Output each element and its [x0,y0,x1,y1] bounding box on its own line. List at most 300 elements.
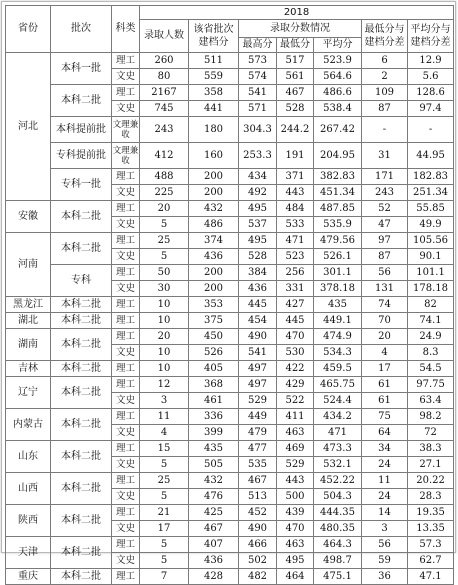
cell-avg-diff: 90.1 [408,249,454,265]
cell-province: 安徽 [6,201,51,233]
cell-plan-score: 486 [189,217,239,233]
header-min: 最低分 [277,38,314,53]
cell-batch: 本科二批 [51,377,112,409]
cell-avg-diff: 19.35 [408,505,454,521]
cell-batch: 本科二批 [51,313,112,329]
cell-max-score: 384 [239,265,277,281]
cell-batch: 本科二批 [51,473,112,505]
cell-admit-count: 5 [140,537,189,553]
cell-plan-score: 559 [189,69,239,85]
cell-admit-count: 5 [140,249,189,265]
cell-min-score: 530 [277,345,314,361]
cell-avg-diff: 251.34 [408,185,454,201]
cell-avg-diff: 57.3 [408,537,454,553]
cell-avg-score: 538.4 [314,101,362,117]
table-row [6,85,454,101]
cell-plan-score: 425 [189,505,239,521]
cell-avg-score: 487.85 [314,201,362,217]
cell-admit-count: 5 [140,457,189,473]
cell-max-score: 495 [239,201,277,217]
header-max: 最高分 [239,38,277,53]
cell-min-diff: 75 [362,409,408,425]
cell-category: 文史 [112,553,140,569]
cell-avg-diff: 38.3 [408,441,454,457]
cell-max-score: 541 [239,345,277,361]
cell-min-score: 522 [277,393,314,409]
cell-admit-count: 225 [140,185,189,201]
cell-avg-diff: 97.4 [408,101,454,117]
cell-avg-score: 534.3 [314,345,362,361]
cell-batch: 本科二批 [51,233,112,265]
cell-min-score: 443 [277,473,314,489]
cell-avg-score: 471 [314,425,362,441]
cell-max-score: 452 [239,505,277,521]
cell-avg-diff: 72 [408,425,454,441]
cell-avg-score: 486.6 [314,85,362,101]
cell-avg-diff: 55.85 [408,201,454,217]
header-avg-diff: 平均分与建档分差 [408,20,454,53]
cell-max-score: 513 [239,489,277,505]
cell-plan-score: 374 [189,233,239,249]
cell-max-score: 454 [239,313,277,329]
cell-max-score: 253.3 [239,143,277,169]
cell-category: 理工 [112,361,140,377]
cell-admit-count: 4 [140,425,189,441]
cell-province: 内蒙古 [6,409,51,441]
cell-max-score: 573 [239,53,277,69]
cell-avg-diff: 47.1 [408,569,454,585]
table-row [6,313,454,329]
cell-plan-score: 336 [189,409,239,425]
cell-avg-score: 459.5 [314,361,362,377]
cell-batch: 专科一批 [51,169,112,201]
cell-min-score: 244.2 [277,117,314,143]
cell-min-diff: 56 [362,265,408,281]
cell-category: 理工 [112,569,140,585]
cell-plan-score: 436 [189,553,239,569]
cell-admit-count: 260 [140,53,189,69]
cell-admit-count: 10 [140,361,189,377]
cell-batch: 本科二批 [51,361,112,377]
table-row [6,409,454,425]
cell-min-diff: 61 [362,377,408,393]
cell-min-diff: 87 [362,101,408,117]
cell-max-score: 445 [239,297,277,313]
cell-avg-score: 480.35 [314,521,362,537]
cell-avg-score: 267.42 [314,117,362,143]
cell-province: 天津 [6,537,51,569]
cell-avg-diff: 63.4 [408,393,454,409]
cell-min-diff: 24 [362,489,408,505]
header-avg: 平均分 [314,38,362,53]
cell-avg-diff: 105.56 [408,233,454,249]
cell-category: 文史 [112,69,140,85]
header-province: 省份 [6,6,51,53]
cell-plan-score: 407 [189,537,239,553]
cell-avg-score: 526.1 [314,249,362,265]
cell-admit-count: 745 [140,101,189,117]
cell-admit-count: 50 [140,265,189,281]
cell-category: 文理兼收 [112,143,140,169]
cell-max-score: 497 [239,361,277,377]
cell-admit-count: 25 [140,473,189,489]
table-row [6,201,454,217]
table-row [6,377,454,393]
cell-category: 理工 [112,329,140,345]
cell-avg-diff: 101.1 [408,265,454,281]
cell-category: 理工 [112,441,140,457]
cell-batch: 本科二批 [51,441,112,473]
cell-min-score: 411 [277,409,314,425]
cell-max-score: 529 [239,393,277,409]
cell-max-score: 434 [239,169,277,185]
cell-min-score: 427 [277,297,314,313]
cell-province: 吉林 [6,361,51,377]
table-row [6,361,454,377]
cell-min-score: 484 [277,201,314,217]
cell-plan-score: 405 [189,361,239,377]
cell-avg-diff: 97.75 [408,377,454,393]
cell-admit-count: 30 [140,281,189,297]
cell-min-diff: 70 [362,313,408,329]
header-plan-score: 该省批次建档分 [189,20,239,53]
cell-avg-diff: 13.35 [408,521,454,537]
header-admit-count: 录取人数 [140,20,189,53]
cell-category: 理工 [112,53,140,69]
cell-max-score: 436 [239,281,277,297]
cell-min-score: 463 [277,425,314,441]
cell-batch: 本科二批 [51,537,112,569]
table-row [6,569,454,585]
cell-min-score: 469 [277,441,314,457]
cell-admit-count: 20 [140,329,189,345]
cell-max-score: 537 [239,217,277,233]
cell-avg-score: 465.75 [314,377,362,393]
cell-category: 理工 [112,505,140,521]
cell-category: 文理兼收 [112,117,140,143]
cell-batch: 本科二批 [51,85,112,117]
cell-min-diff: 3 [362,521,408,537]
cell-avg-diff: 62.7 [408,553,454,569]
cell-max-score: 466 [239,537,277,553]
cell-plan-score: 200 [189,265,239,281]
cell-max-score: 477 [239,441,277,457]
cell-min-score: 561 [277,69,314,85]
cell-avg-score: 498.7 [314,553,362,569]
cell-admit-count: 10 [140,313,189,329]
cell-avg-score: 464.3 [314,537,362,553]
cell-min-diff: 56 [362,537,408,553]
table-row [6,297,454,313]
cell-batch: 专科 [51,265,112,297]
cell-plan-score: 511 [189,53,239,69]
cell-category: 理工 [112,201,140,217]
cell-min-diff: 52 [362,201,408,217]
cell-max-score: 497 [239,377,277,393]
cell-max-score: 490 [239,521,277,537]
cell-plan-score: 450 [189,329,239,345]
table-row [6,143,454,169]
table-row [6,537,454,553]
cell-admit-count: 5 [140,553,189,569]
cell-avg-diff: 8.3 [408,345,454,361]
cell-min-score: 495 [277,553,314,569]
cell-min-score: 371 [277,169,314,185]
cell-plan-score: 399 [189,425,239,441]
cell-max-score: 495 [239,233,277,249]
cell-avg-diff: 12.9 [408,53,454,69]
cell-avg-score: 301.1 [314,265,362,281]
cell-min-score: 467 [277,85,314,101]
cell-max-score: 541 [239,85,277,101]
cell-plan-score: 441 [189,101,239,117]
cell-plan-score: 467 [189,521,239,537]
cell-admit-count: 80 [140,69,189,85]
cell-plan-score: 432 [189,201,239,217]
cell-avg-diff: 49.9 [408,217,454,233]
table-row [6,169,454,185]
table-body [6,53,454,585]
cell-avg-score: 444.35 [314,505,362,521]
cell-admit-count: 5 [140,217,189,233]
cell-min-diff: 34 [362,441,408,457]
cell-min-score: 464 [277,569,314,585]
cell-batch: 本科二批 [51,201,112,233]
header-score-group: 录取分数情况 [239,20,362,38]
cell-max-score: 535 [239,457,277,473]
cell-avg-diff: 5.6 [408,69,454,85]
table-row [6,473,454,489]
cell-avg-score: 479.56 [314,233,362,249]
cell-plan-score: 358 [189,85,239,101]
header-year: 2018 [140,6,454,20]
cell-min-score: 533 [277,217,314,233]
cell-min-diff: 171 [362,169,408,185]
cell-min-diff: 64 [362,425,408,441]
cell-min-score: 500 [277,489,314,505]
cell-max-score: 574 [239,69,277,85]
cell-category: 文史 [112,457,140,473]
cell-category: 理工 [112,169,140,185]
cell-admit-count: 243 [140,117,189,143]
cell-min-score: 422 [277,361,314,377]
header-min-diff: 最低分与建档分差 [362,20,408,53]
cell-avg-diff: 82 [408,297,454,313]
cell-avg-diff: 74.1 [408,313,454,329]
table-row [6,233,454,249]
cell-min-diff: 31 [362,143,408,169]
cell-batch: 本科二批 [51,409,112,441]
cell-max-score: 467 [239,473,277,489]
cell-plan-score: 375 [189,313,239,329]
cell-admit-count: 25 [140,233,189,249]
cell-category: 理工 [112,313,140,329]
cell-min-score: 528 [277,101,314,117]
cell-plan-score: 435 [189,441,239,457]
cell-min-diff: 61 [362,393,408,409]
cell-min-diff: 2 [362,69,408,85]
cell-province: 黑龙江 [6,297,51,313]
cell-avg-score: 434.2 [314,409,362,425]
cell-admit-count: 17 [140,521,189,537]
cell-avg-score: 504.3 [314,489,362,505]
cell-category: 理工 [112,265,140,281]
cell-category: 文史 [112,521,140,537]
cell-min-score: 191 [277,143,314,169]
cell-category: 文史 [112,217,140,233]
table-row [6,441,454,457]
cell-max-score: 482 [239,569,277,585]
cell-avg-score: 204.95 [314,143,362,169]
cell-avg-score: 524.4 [314,393,362,409]
cell-admit-count: 20 [140,201,189,217]
cell-plan-score: 353 [189,297,239,313]
cell-category: 文史 [112,393,140,409]
cell-admit-count: 21 [140,505,189,521]
cell-min-diff: 6 [362,53,408,69]
cell-avg-score: 474.9 [314,329,362,345]
cell-avg-diff: 178.18 [408,281,454,297]
cell-avg-score: 473.3 [314,441,362,457]
cell-min-score: 471 [277,233,314,249]
cell-admit-count: 3 [140,393,189,409]
cell-admit-count: 488 [140,169,189,185]
cell-admit-count: 12 [140,377,189,393]
cell-avg-diff: 27.1 [408,457,454,473]
cell-plan-score: 368 [189,377,239,393]
cell-category: 理工 [112,473,140,489]
cell-category: 文史 [112,489,140,505]
table-row [6,53,454,69]
cell-batch: 本科一批 [51,53,112,85]
cell-plan-score: 200 [189,281,239,297]
cell-avg-score: 382.83 [314,169,362,185]
cell-admit-count: 10 [140,297,189,313]
table-row [6,329,454,345]
cell-min-score: 517 [277,53,314,69]
cell-min-diff: 97 [362,233,408,249]
cell-avg-diff: 98.2 [408,409,454,425]
cell-avg-score: 378.18 [314,281,362,297]
cell-max-score: 492 [239,185,277,201]
cell-min-diff: 131 [362,281,408,297]
cell-min-diff: 24 [362,457,408,473]
cell-min-diff: 87 [362,249,408,265]
cell-batch: 专科提前批 [51,143,112,169]
cell-province: 湖北 [6,313,51,329]
cell-category: 文史 [112,345,140,361]
cell-batch: 本科二批 [51,329,112,361]
cell-category: 文史 [112,101,140,117]
cell-province: 山东 [6,441,51,473]
cell-min-diff: 17 [362,361,408,377]
cell-province: 湖南 [6,329,51,361]
cell-province: 辽宁 [6,377,51,409]
cell-avg-diff: 44.95 [408,143,454,169]
cell-category: 理工 [112,297,140,313]
cell-max-score: 449 [239,409,277,425]
cell-min-score: 429 [277,377,314,393]
cell-avg-score: 564.6 [314,69,362,85]
cell-plan-score: 160 [189,143,239,169]
cell-admit-count: 7 [140,569,189,585]
cell-admit-count: 10 [140,345,189,361]
cell-min-diff: 4 [362,345,408,361]
cell-min-diff: 59 [362,553,408,569]
cell-category: 文史 [112,185,140,201]
cell-plan-score: 432 [189,473,239,489]
cell-admit-count: 2167 [140,85,189,101]
cell-category: 文史 [112,249,140,265]
cell-min-diff: 109 [362,85,408,101]
cell-plan-score: 200 [189,169,239,185]
cell-min-score: 256 [277,265,314,281]
cell-avg-score: 451.34 [314,185,362,201]
cell-category: 理工 [112,85,140,101]
table-row [6,505,454,521]
cell-plan-score: 180 [189,117,239,143]
cell-min-score: 523 [277,249,314,265]
cell-min-diff: 11 [362,473,408,489]
table-header [6,6,454,53]
cell-category: 理工 [112,409,140,425]
cell-max-score: 528 [239,249,277,265]
cell-max-score: 479 [239,425,277,441]
cell-plan-score: 428 [189,569,239,585]
header-batch: 批次 [51,6,112,53]
cell-avg-score: 532.1 [314,457,362,473]
cell-avg-diff: - [408,117,454,143]
cell-province: 河南 [6,233,51,297]
cell-min-diff: 20 [362,329,408,345]
cell-min-score: 443 [277,185,314,201]
cell-min-score: 445 [277,313,314,329]
cell-admit-count: 412 [140,143,189,169]
cell-admit-count: 15 [140,441,189,457]
cell-plan-score: 436 [189,249,239,265]
cell-province: 山西 [6,473,51,505]
cell-max-score: 304.3 [239,117,277,143]
cell-category: 文史 [112,281,140,297]
cell-min-score: 470 [277,521,314,537]
cell-avg-score: 523.9 [314,53,362,69]
cell-category: 文史 [112,425,140,441]
cell-min-diff: 74 [362,297,408,313]
cell-max-score: 571 [239,101,277,117]
cell-min-diff: 47 [362,217,408,233]
cell-min-diff: 243 [362,185,408,201]
cell-province: 河北 [6,53,51,201]
cell-min-score: 331 [277,281,314,297]
cell-category: 理工 [112,537,140,553]
cell-min-score: 529 [277,457,314,473]
cell-min-diff: 36 [362,569,408,585]
cell-avg-diff: 182.83 [408,169,454,185]
admission-scores-table [5,5,454,585]
cell-admit-count: 11 [140,409,189,425]
cell-category: 理工 [112,377,140,393]
cell-min-diff: - [362,117,408,143]
cell-avg-diff: 28.3 [408,489,454,505]
cell-plan-score: 200 [189,185,239,201]
cell-min-score: 470 [277,329,314,345]
cell-province: 陕西 [6,505,51,537]
cell-min-score: 439 [277,505,314,521]
cell-batch: 本科二批 [51,297,112,313]
cell-admit-count: 5 [140,489,189,505]
cell-plan-score: 505 [189,457,239,473]
cell-province: 重庆 [6,569,51,585]
